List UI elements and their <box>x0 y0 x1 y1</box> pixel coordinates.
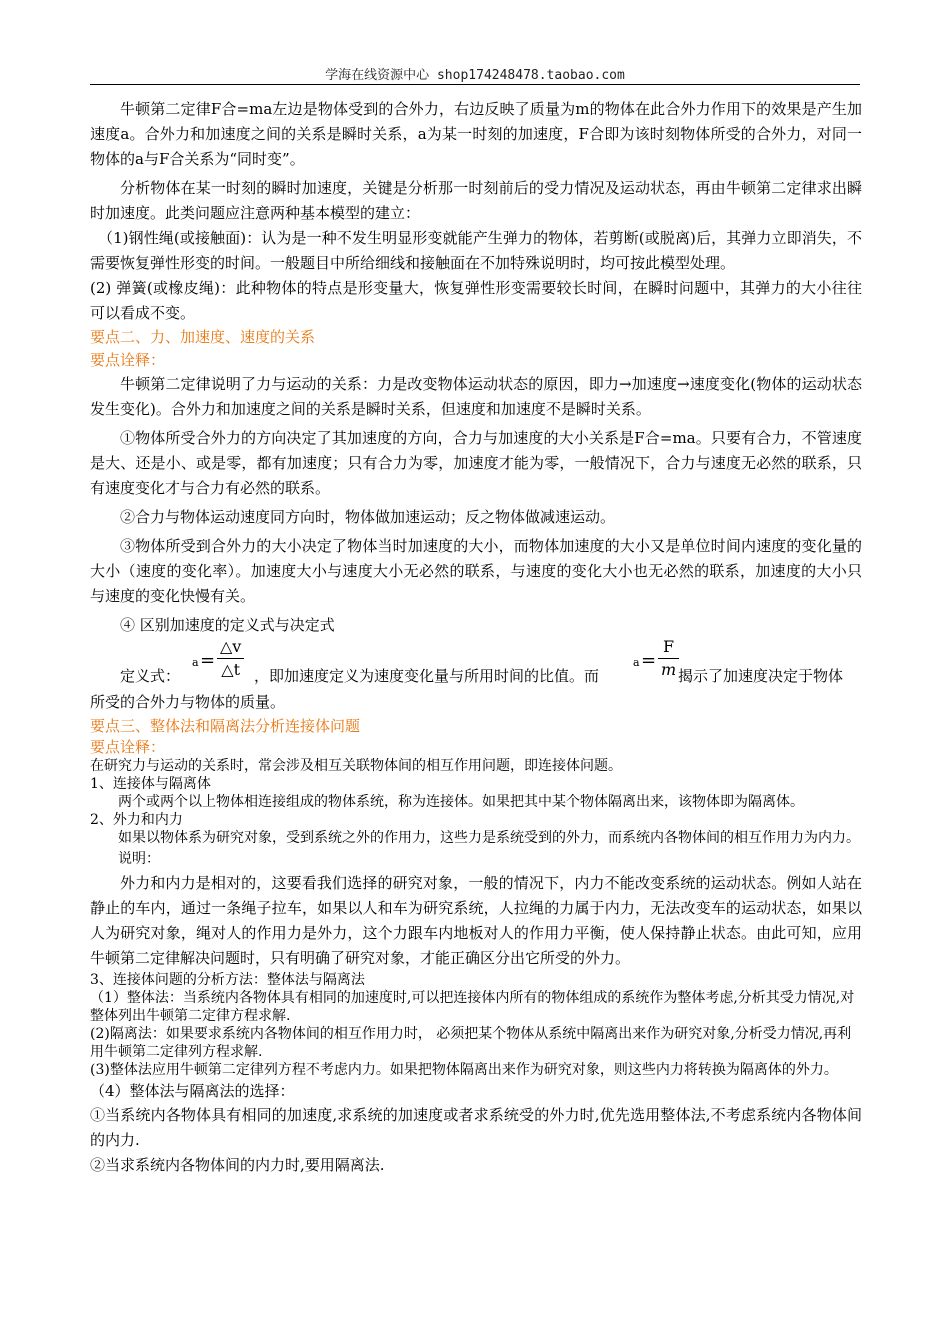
paragraph-point-2: ②合力与物体运动速度同方向时，物体做加速运动；反之物体做减速运动。 <box>120 508 616 526</box>
section-subheading-2: 要点诠释： <box>90 351 166 369</box>
formula-a-2: a <box>633 656 640 669</box>
paragraph-choice-1: ①当系统内各物体具有相同的加速度,求系统的加速度或者求系统受的外力时,优先选用整体法,不考虑系统内各物体间的内力. <box>90 1106 862 1149</box>
paragraph-isolation-method: (2)隔离法：如果要求系统内各物体间的相互作用力时， 必须把某个物体从系统中隔离出来作为研究对象,分析受力情况,再利用牛顿第二定律列方程求解. <box>90 1026 852 1060</box>
paragraph-method-choice: （4）整体法与隔离法的选择： <box>90 1082 295 1100</box>
definition-denominator: △t <box>221 660 241 679</box>
formula-a-1: a <box>192 656 199 669</box>
formula-equals-1: = <box>200 650 216 671</box>
formula-prefix: 定义式： <box>120 667 181 685</box>
formula-equals-2: = <box>641 650 657 671</box>
determination-numerator: F <box>663 637 675 656</box>
paragraph-point-4: ④ 区别加速度的定义式与决定式 <box>120 616 335 634</box>
paragraph-whole-method: （1）整体法：当系统内各物体具有相同的加速度时,可以把连接体内所有的物体组成的系统作为整体考虑,分析其受力情况,对整体列出牛顿第二定律方程求解. <box>90 990 855 1024</box>
paragraph-choice-2: ②当求系统内各物体间的内力时,要用隔离法. <box>90 1156 385 1174</box>
paragraph-connected-bodies: 在研究力与运动的关系时，常会涉及相互关联物体间的相互作用问题，即连接体问题。 <box>90 758 622 774</box>
page-header: 学海在线资源中心 shop174248478.taobao.com <box>325 68 625 83</box>
section-subheading-3: 要点诠释： <box>90 738 166 756</box>
paragraph-force-motion: 牛顿第二定律说明了力与运动的关系：力是改变物体运动状态的原因，即力→加速度→速度变化(物体的运动状态发生变化)。合外力和加速度之间的关系是瞬时关系，但速度和加速度不是瞬时关系。 <box>90 375 862 418</box>
paragraph-external-internal: 如果以物体系为研究对象，受到系统之外的作用力，这些力是系统受到的外力，而系统内各物体间的相互作用力为内力。 <box>118 830 860 846</box>
paragraph-newton-law: 牛顿第二定律F合=ma左边是物体受到的合外力，右边反映了质量为m的物体在此合外力作用下的效果是产生加速度a。合外力和加速度之间的关系是瞬时关系，a为某一时刻的加速度，F合即为该时刻物体所受的合外力，对同一物体的a与F合关系为“同时变”。 <box>90 100 862 168</box>
definition-fraction <box>217 638 244 679</box>
fraction-bar <box>658 658 679 659</box>
header-divider <box>90 84 860 85</box>
paragraph-instant-acceleration: 分析物体在某一时刻的瞬时加速度，关键是分析那一时刻前后的受力情况及运动状态，再由牛顿第二定律求出瞬时加速度。此类问题应注意两种基本模型的建立： <box>90 179 862 222</box>
paragraph-point-3: ③物体所受到合外力的大小决定了物体当时加速度的大小，而物体加速度的大小又是单位时间内速度的变化量的大小（速度的变化率）。加速度大小与速度大小无必然的联系，与速度的变化大小也无必然的联系，加速度的大小只与速度的变化快慢有关。 <box>90 537 862 605</box>
item-heading-1: 1、连接体与隔离体 <box>90 776 211 792</box>
section-heading-3: 要点三、整体法和隔离法分析连接体问题 <box>90 717 361 735</box>
determination-fraction <box>658 638 679 679</box>
paragraph-note-label: 说明： <box>118 851 160 867</box>
paragraph-formula-end: 所受的合外力与物体的质量。 <box>90 693 286 711</box>
paragraph-note-body: 外力和内力是相对的，这要看我们选择的研究对象，一般的情况下，内力不能改变系统的运动状态。例如人站在静止的车内，通过一条绳子拉车，如果以人和车为研究系统，人拉绳的力属于内力，无法改变车的运动状态，如果以人为研究对象，绳对人的作用力是外力，这个力跟车内地板对人的作用力平衡，使人保持静止状态。由此可知，应用牛顿第二定律解决问题时，只有明确了研究对象，才能正确区分出它所受的外力。 <box>90 874 862 967</box>
formula-suffix: 揭示了加速度决定于物体 <box>678 667 844 685</box>
paragraph-point-1: ①物体所受合外力的方向决定了其加速度的方向，合力与加速度的大小关系是F合=ma。只要有合力，不管速度是大、还是小、或是零，都有加速度；只有合力为零，加速度才能为零，一般情况下，合力与速度无必然的联系，只有速度变化才与合力有必然的联系。 <box>90 429 862 497</box>
item-heading-3: 3、连接体问题的分析方法：整体法与隔离法 <box>90 972 365 988</box>
formula-middle-text: ，即加速度定义为速度变化量与所用时间的比值。而 <box>254 667 600 685</box>
formula-line <box>90 638 862 690</box>
paragraph-spring: (2) 弹簧(或橡皮绳)：此种物体的特点是形变量大，恢复弹性形变需要较长时间，在瞬时问题中，其弹力的大小往往可以看成不变。 <box>90 279 862 322</box>
section-heading-2: 要点二、力、加速度、速度的关系 <box>90 328 316 346</box>
document-body <box>90 97 862 1178</box>
item-heading-2: 2、外力和内力 <box>90 812 183 828</box>
paragraph-connected-definition: 两个或两个以上物体相连接组成的物体系统，称为连接体。如果把其中某个物体隔离出来，该物体即为隔离体。 <box>118 794 804 810</box>
definition-numerator: △v <box>220 637 242 656</box>
paragraph-rigid-rope: （1)钢性绳(或接触面)：认为是一种不发生明显形变就能产生弹力的物体，若剪断(或脱离)后，其弹力立即消失，不需要恢复弹性形变的时间。一般题目中所给细线和接触面在不加特殊说明时，均可按此模型处理。 <box>90 229 862 272</box>
fraction-bar <box>217 658 244 659</box>
paragraph-internal-force-note: (3)整体法应用牛顿第二定律列方程不考虑内力。如果把物体隔离出来作为研究对象，则这些内力将转换为隔离体的外力。 <box>90 1062 838 1078</box>
determination-denominator: m <box>661 660 677 679</box>
